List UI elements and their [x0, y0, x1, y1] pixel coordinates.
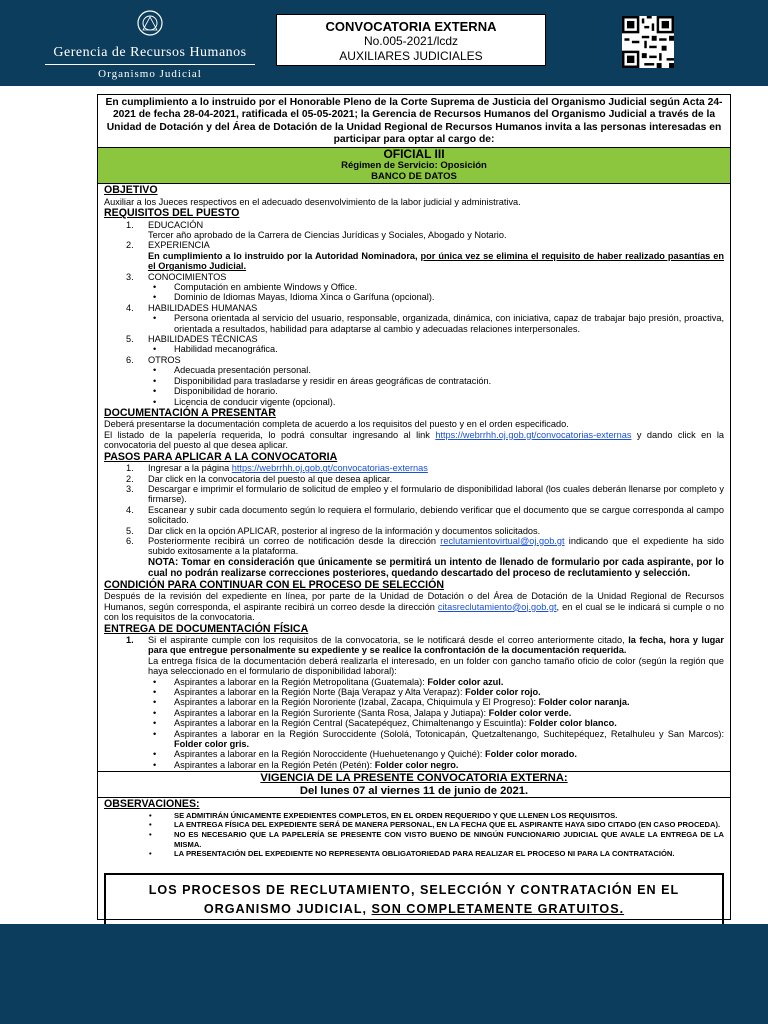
requisito-bullet: • Disponibilidad de horario.	[104, 386, 724, 396]
documentacion-heading: DOCUMENTACIÓN A PRESENTAR	[104, 406, 276, 419]
org-subname: Organismo Judicial	[98, 68, 202, 80]
documentacion-text: Deberá presentarse la documentación completa de acuerdo a los requisitos del puesto y en el orden especificado.	[104, 419, 569, 430]
position-banner	[98, 147, 730, 184]
condicion-heading: CONDICIÓN PARA CONTINUAR CON EL PROCESO DE SELECCIÓN	[104, 578, 445, 591]
position-bank: BANCO DE DATOS	[371, 171, 457, 183]
pasos-list	[104, 463, 724, 579]
citas-email-link[interactable]: citasreclutamiento@oj.gob.gt	[437, 601, 557, 612]
qr-code-icon[interactable]	[622, 16, 674, 68]
entrega-list	[104, 635, 724, 770]
pasos-nota: NOTA: Tomar en consideración que únicamente se permitirá un intento de llenado de formulario por cada aspirante, por lo cual no podrán realizarse correcciones posteriores, quedando descartado del proceso de reclutamiento y selección.	[148, 556, 724, 579]
requisito-item: 6. OTROS	[126, 354, 181, 365]
footer-band	[0, 924, 768, 1024]
objetivo-heading: OBJETIVO	[104, 184, 158, 197]
vigencia-box	[98, 771, 730, 798]
requisito-bullet: • Disponibilidad para trasladarse y residir en áreas geográficas de contratación.	[104, 376, 724, 386]
requisito-item: 4. HABILIDADES HUMANAS	[126, 302, 258, 313]
paso-item: 5. Dar click en la opción APLICAR, posterior al ingreso de la información y documentos solicitados.	[126, 525, 541, 536]
region-item: • Aspirantes a laborar en la Región Suroriente (Santa Rosa, Jalapa y Jutiapa): Folder color verde.	[104, 708, 724, 718]
entrega-item: 1. Si el aspirante cumple con los requisitos de la convocatoria, se le notificará desde el correo anteriormente citado, la fecha, hora y lugar para que entregue personalmente su expediente y se realice la confrontación de la documentación requerida.	[126, 635, 724, 656]
logo-divider	[45, 64, 255, 65]
vigencia-dates: Del lunes 07 al viernes 11 de junio de 2021.	[299, 784, 529, 797]
doc-subtitle: AUXILIARES JUDICIALES	[339, 49, 483, 63]
observacion-item: • SE ADMITIRÁN ÚNICAMENTE EXPEDIENTES COMPLETOS, EN EL ORDEN REQUERIDO Y QUE LLENEN LOS REQUISITOS.	[104, 811, 724, 821]
requisitos-heading: REQUISITOS DEL PUESTO	[104, 207, 240, 220]
requisito-desc: En cumplimiento a lo instruido por la Autoridad Nominadora, por única vez se elimina el requisito de haber realizado pasantías en el Organismo Judicial.	[148, 250, 724, 272]
observacion-item: • LA ENTREGA FÍSICA DEL EXPEDIENTE SERÁ DE MANERA PERSONAL, EN LA FECHA QUE EL ASPIRANTE HAYA SIDO CITADO (EN CASO PROCEDA).	[104, 820, 724, 830]
pasos-heading: PASOS PARA APLICAR A LA CONVOCATORIA	[104, 450, 338, 463]
condicion-text: Después de la revisión del expediente en línea, por parte de la Unidad de Dotación o del Área de Dotación de la Unidad Regional de Recursos Humanos, según corresponda, el aspirante recibirá un correo desde la dirección citasreclutamiento@oj.gob.gt, en el cual se le indicará si cumple o no con los requisitos de la convocatoria.	[104, 591, 724, 623]
objetivo-text: Auxiliar a los Jueces respectivos en el adecuado desenvolvimiento de la labor judicial y administrativa.	[104, 196, 521, 207]
region-item: • Aspirantes a laborar en la Región Norte (Baja Verapaz y Alta Verapaz): Folder color rojo.	[104, 687, 724, 697]
free-process-notice	[104, 873, 724, 927]
observacion-item: • LA PRESENTACIÓN DEL EXPEDIENTE NO REPRESENTA OBLIGATORIEDAD PARA REALIZAR EL PROCESO NI PARA LA CONTRATACIÓN.	[104, 849, 724, 859]
title-box	[276, 14, 546, 66]
notice-line1: LOS PROCESOS DE RECLUTAMIENTO, SELECCIÓN Y CONTRATACIÓN EN EL	[148, 882, 680, 897]
paso-item: 4. Escanear y subir cada documento según lo requiera el formulario, debiendo verificar que el documento que se cargue corresponda al campo solicitado.	[126, 504, 724, 526]
requisito-item: 2. EXPERIENCIA	[126, 240, 210, 251]
org-name: Gerencia de Recursos Humanos	[53, 45, 247, 60]
paso-item: 6. Posteriormente recibirá un correo de notificación desde la dirección reclutamientovirtual@oj.gob.gt indicando que el expediente ha sido subido exitosamente a la plataforma.	[126, 535, 724, 557]
requisito-bullet: • Persona orientada al servicio del usuario, responsable, organizada, dinámica, con iniciativa, capaz de trabajar bajo presión, proactiva, orientada a resultados, habilidad para adaptarse al cambio y adecuadas relaciones interpersonales.	[104, 313, 724, 334]
intro-paragraph: En cumplimiento a lo instruido por el Honorable Pleno de la Corte Suprema de Justicia del Organismo Judicial según Acta 24-2021 de fecha 28-04-2021, ratificada el 05-05-2021; la Gerencia de Recursos Humanos del Organismo Judicial a través de la Unidad de Dotación y del Área de Dotación de la Unidad Regional de Recursos Humanos invita a las personas interesadas en participar para optar al cargo de:	[105, 97, 723, 145]
announcement-page	[97, 94, 731, 920]
requisito-bullet: • Habilidad mecanográfica.	[104, 344, 724, 354]
notice-line2: ORGANISMO JUDICIAL, SON COMPLETAMENTE GRATUITOS.	[203, 901, 625, 916]
region-item: • Aspirantes a laborar en la Región Suroccidente (Sololá, Totonicapán, Quetzaltenango, Suchitepéquez, Retalhuleu y San Marcos): Folder color gris.	[104, 729, 724, 750]
region-item: • Aspirantes a laborar en la Región Central (Sacatepéquez, Chimaltenango y Escuintla): Folder color blanco.	[104, 718, 724, 728]
requisito-bullet: • Licencia de conducir vigente (opcional).	[104, 397, 724, 407]
vigencia-heading: VIGENCIA DE LA PRESENTE CONVOCATORIA EXTERNA:	[260, 772, 568, 785]
observacion-item: • NO ES NECESARIO QUE LA PAPELERÍA SE PRESENTE CON VISTO BUENO DE NINGÚN FUNCIONARIO JUDICIAL QUE AVALE LA ENTREGA DE LA MISMA.	[104, 830, 724, 849]
requisito-bullet: • Computación en ambiente Windows y Office.	[104, 282, 724, 292]
org-logo	[30, 8, 270, 78]
requisito-bullet: • Adecuada presentación personal.	[104, 365, 724, 375]
region-item: • Aspirantes a laborar en la Región Noroccidente (Huehuetenango y Quiché): Folder color morado.	[104, 749, 724, 759]
requisito-desc: Tercer año aprobado de la Carrera de Ciencias Jurídicas y Sociales, Abogado y Notario.	[148, 230, 507, 240]
entrega-text: La entrega física de la documentación deberá realizarla el interesado, en un folder con gancho tamaño oficio de color (según la región que haya seleccionado en el formulario de disponibilidad laboral):	[148, 655, 724, 677]
position-title: OFICIAL III	[383, 147, 445, 162]
paso-item: 3. Descargar e imprimir el formulario de solicitud de empleo y el formulario de disponibilidad laboral (los cuales deberán llenarse por completo y firmarse).	[126, 483, 724, 505]
requisito-item: 5. HABILIDADES TÉCNICAS	[126, 334, 258, 345]
requisito-bullet: • Dominio de Idiomas Mayas, Idioma Xinca o Garífuna (opcional).	[104, 292, 724, 302]
content-body	[98, 185, 730, 859]
documentacion-link-text: El listado de la papelería requerida, lo podrá consultar ingresando al link https://webrrhh.oj.gob.gt/convocatorias-externas y dando click en la convocatoria del puesto al que desea aplicar.	[104, 429, 724, 451]
requisito-item: 3. CONOCIMIENTOS	[126, 271, 227, 282]
reclutamiento-email-link[interactable]: reclutamientovirtual@oj.gob.gt	[440, 535, 565, 546]
doc-title: CONVOCATORIA EXTERNA	[325, 19, 497, 34]
paso-item: 1. Ingresar a la página https://webrrhh.oj.gob.gt/convocatorias-externas	[126, 463, 428, 474]
region-item: • Aspirantes a laborar en la Región Petén (Petén): Folder color negro.	[104, 760, 724, 770]
observaciones-heading: OBSERVACIONES:	[104, 798, 200, 811]
paso-item: 2. Dar click en la convocatoria del puesto al que desea aplicar.	[126, 473, 393, 484]
observaciones-list	[104, 811, 724, 859]
crest-icon	[135, 8, 165, 38]
convocatorias-link[interactable]: https://webrrhh.oj.gob.gt/convocatorias-externas	[231, 463, 428, 474]
convocatorias-link[interactable]: https://webrrhh.oj.gob.gt/convocatorias-externas	[435, 429, 632, 440]
requisito-item: 1. EDUCACIÓN	[126, 219, 204, 230]
position-regime: Régimen de Servicio: Oposición	[341, 160, 487, 172]
region-item: • Aspirantes a laborar en la Región Metropolitana (Guatemala): Folder color azul.	[104, 677, 724, 687]
requisitos-list	[104, 220, 724, 407]
doc-number: No.005-2021/lcdz	[363, 34, 459, 48]
entrega-heading: ENTREGA DE DOCUMENTACIÓN FÍSICA	[104, 622, 309, 635]
region-item: • Aspirantes a laborar en la Región Nororiente (Izabal, Zacapa, Chiquimula y El Progreso): Folder color naranja.	[104, 697, 724, 707]
